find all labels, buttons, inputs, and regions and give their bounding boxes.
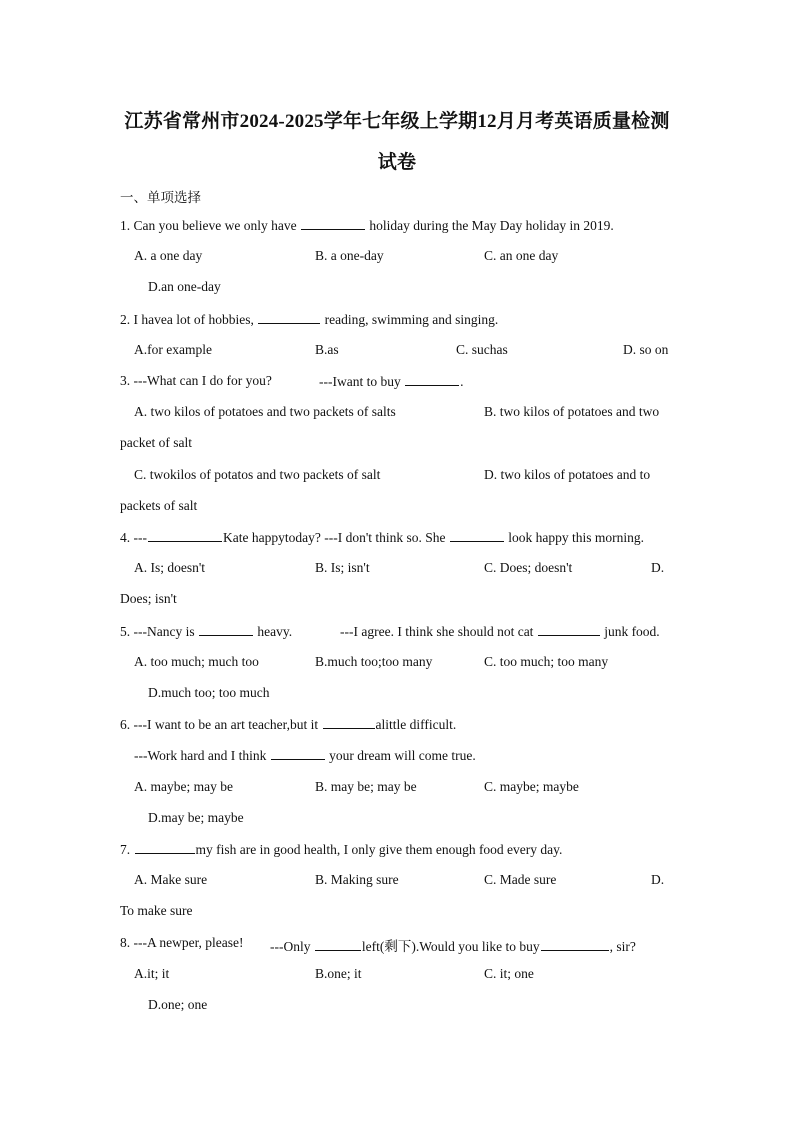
question-text: reading, swimming and singing. — [324, 312, 499, 327]
question-text: left(剩下).Would you like to buy — [361, 939, 540, 954]
question-text: my fish are in good health, I only give them enough food every day. — [195, 842, 563, 857]
question-text: 3. ---What can I do for you? — [120, 373, 272, 388]
question-4 — [120, 529, 644, 546]
question-text: 8. ---A newper, please! — [120, 935, 244, 950]
question-text: heavy. — [257, 624, 293, 639]
option-b: B. two kilos of potatoes and two — [484, 404, 660, 419]
option-c: C. too much; too many — [484, 654, 609, 669]
question-7 — [120, 841, 562, 858]
answer-blank — [258, 311, 320, 324]
question-text: ---Iwant to buy — [319, 374, 401, 389]
option-c: C. maybe; maybe — [484, 779, 579, 794]
option-d-continued: packets of salt — [120, 498, 198, 513]
option-a: A. maybe; may be — [134, 779, 233, 794]
answer-blank — [315, 938, 361, 951]
option-c: C. Made sure — [484, 872, 557, 887]
option-b-continued: packet of salt — [120, 435, 192, 450]
answer-blank — [541, 938, 609, 951]
question-text: ---Only — [270, 939, 311, 954]
option-a: A.for example — [134, 342, 212, 357]
answer-blank — [450, 529, 504, 542]
option-d: D.much too; too much — [148, 685, 270, 700]
question-8-part2 — [270, 935, 636, 955]
question-6-reply — [134, 747, 476, 764]
question-text: Kate happytoday? ---I don't think so. She — [223, 530, 446, 545]
answer-blank — [301, 217, 365, 230]
section-heading: 一、单项选择 — [120, 190, 201, 205]
question-text: 5. ---Nancy is — [120, 624, 195, 639]
option-c: C. it; one — [484, 966, 534, 981]
answer-blank — [405, 373, 459, 386]
option-d-continued: To make sure — [120, 903, 193, 918]
question-text: junk food. — [604, 624, 660, 639]
question-3 — [120, 373, 272, 389]
question-2 — [120, 311, 498, 328]
answer-blank — [135, 841, 195, 854]
option-d: D. — [651, 872, 665, 887]
question-text: 1. Can you believe we only have — [120, 218, 297, 233]
question-text: ---Work hard and I think — [134, 748, 267, 763]
answer-blank — [323, 716, 375, 729]
option-d: D.an one-day — [148, 279, 221, 294]
question-text: 6. ---I want to be an art teacher,but it — [120, 717, 319, 732]
question-text: 2. I havea lot of hobbies, — [120, 312, 254, 327]
question-text: alittle difficult. — [375, 717, 457, 732]
option-a: A. a one day — [134, 248, 203, 263]
option-a: A. Make sure — [134, 872, 208, 887]
option-b: B. a one-day — [315, 248, 384, 263]
question-5-part2 — [340, 623, 660, 640]
option-b: B. Making sure — [315, 872, 399, 887]
option-c: C. an one day — [484, 248, 559, 263]
option-d: D.may be; maybe — [148, 810, 244, 825]
option-c: C. Does; doesn't — [484, 560, 573, 575]
question-1 — [120, 217, 614, 234]
question-text: 4. --- — [120, 530, 147, 545]
answer-blank — [538, 623, 600, 636]
question-8 — [120, 935, 244, 951]
option-b: B. may be; may be — [315, 779, 417, 794]
option-d: D.one; one — [148, 997, 208, 1012]
option-c: C. suchas — [456, 342, 508, 357]
answer-blank — [148, 529, 222, 542]
option-b: B.much too;too many — [315, 654, 433, 669]
question-text: . — [460, 374, 464, 389]
option-a: A. too much; much too — [134, 654, 259, 669]
question-text: look happy this morning. — [508, 530, 645, 545]
option-d: D. — [651, 560, 665, 575]
question-text: holiday during the May Day holiday in 2019. — [369, 218, 614, 233]
question-text: 7. — [120, 842, 131, 857]
document-title-line2: 试卷 — [377, 152, 417, 173]
question-text: your dream will come true. — [329, 748, 476, 763]
option-a: A.it; it — [134, 966, 170, 981]
question-6 — [120, 716, 456, 733]
option-b: B.as — [315, 342, 339, 357]
document-title-line1: 江苏省常州市2024-2025学年七年级上学期12月月考英语质量检测 — [124, 111, 670, 132]
option-a: A. Is; doesn't — [134, 560, 206, 575]
question-3-part2 — [319, 373, 463, 390]
question-text: ---I agree. I think she should not cat — [340, 624, 534, 639]
option-c: C. twokilos of potatos and two packets of salt — [134, 467, 381, 482]
answer-blank — [199, 623, 253, 636]
option-d-continued: Does; isn't — [120, 591, 177, 606]
answer-blank — [271, 747, 325, 760]
option-b: B. Is; isn't — [315, 560, 370, 575]
option-a: A. two kilos of potatoes and two packets of salts — [134, 404, 396, 419]
option-d: D. two kilos of potatoes and to — [484, 467, 651, 482]
option-d: D. so on — [623, 342, 669, 357]
question-text: , sir? — [609, 939, 636, 954]
question-5 — [120, 623, 292, 640]
option-b: B.one; it — [315, 966, 362, 981]
